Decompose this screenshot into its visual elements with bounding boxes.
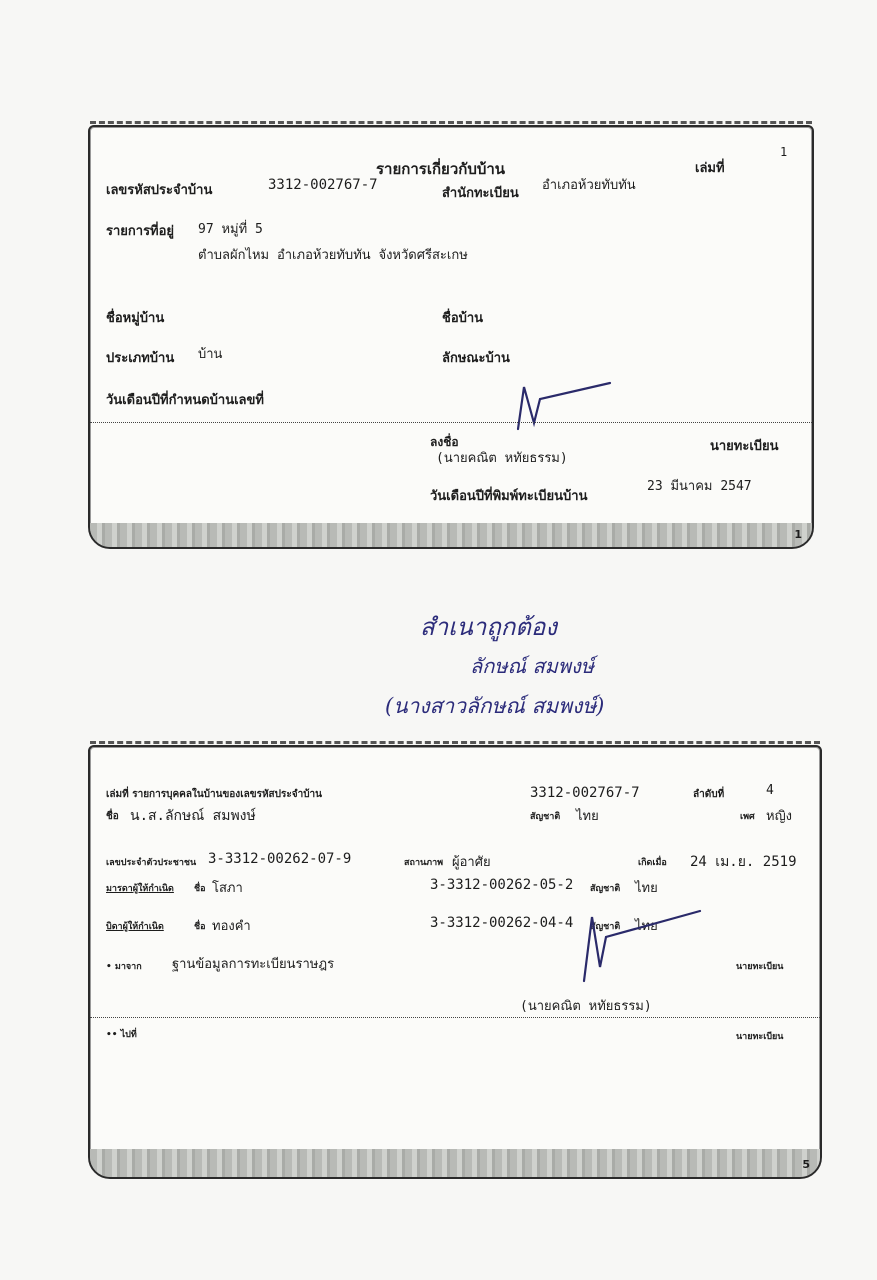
perforated-edge xyxy=(90,121,812,132)
order-number: 4 xyxy=(766,783,774,798)
father-name: ทองคำ xyxy=(212,919,251,934)
handwritten-line-2: ลักษณ์ สมพงษ์ xyxy=(470,654,594,678)
mother-nationality: ไทย xyxy=(635,881,658,896)
handwritten-line-3: (นางสาวลักษณ์ สมพงษ์) xyxy=(385,694,605,718)
birth-label: เกิดเมื่อ xyxy=(638,858,667,868)
registry-label: สำนักทะเบียน xyxy=(442,186,519,201)
status-label: สถานภาพ xyxy=(404,858,444,868)
sign-label: ลงชื่อ xyxy=(430,435,459,449)
house-char-label: ลักษณะบ้าน xyxy=(442,351,510,366)
id-label: เลขประจำตัวประชาชน xyxy=(106,858,197,868)
birth-value: 24 เม.ย. 2519 xyxy=(690,854,797,870)
house-code-label: เลขรหัสประจำบ้าน xyxy=(106,183,213,198)
mother-id: 3-3312-00262-05-2 xyxy=(430,877,574,893)
page-number: 1 xyxy=(794,528,802,541)
father-label: บิดาผู้ให้กำเนิด xyxy=(106,922,164,932)
address-label: รายการที่อยู่ xyxy=(106,224,175,239)
mother-name: โสภา xyxy=(212,881,243,896)
name-label: ชื่อ xyxy=(106,811,119,822)
from-label: • มาจาก xyxy=(106,962,142,972)
print-date-label: วันเดือนปีที่พิมพ์ทะเบียนบ้าน xyxy=(430,489,588,504)
handwritten-line-1: สำเนาถูกต้อง xyxy=(420,613,557,641)
card-bottom-band xyxy=(90,523,812,547)
house-type-label: ประเภทบ้าน xyxy=(106,351,175,366)
house-type-value: บ้าน xyxy=(198,347,223,362)
person-info-card xyxy=(88,745,822,1179)
card-title: รายการเกี่ยวกับบ้าน xyxy=(376,160,506,178)
house-name-label: ชื่อบ้าน xyxy=(442,311,484,326)
village-label: ชื่อหมู่บ้าน xyxy=(106,311,165,326)
to-label: •• ไปที่ xyxy=(106,1030,137,1040)
address-line-2: ตำบลผักไหม อำเภอห้วยทับทัน จังหวัดศรีสะเกษ xyxy=(198,248,468,263)
father-nationality: ไทย xyxy=(635,919,658,934)
father-id: 3-3312-00262-04-4 xyxy=(430,915,574,931)
registrar-label: นายทะเบียน xyxy=(736,962,784,972)
house-code-value: 3312-002767-7 xyxy=(268,177,378,193)
registrar-signature-1 xyxy=(500,379,620,433)
registrar-label: นายทะเบียน xyxy=(710,439,779,454)
mother-nationality-label: สัญชาติ xyxy=(590,884,621,894)
book-label: เล่มที่ xyxy=(695,161,725,176)
assign-date-label: วันเดือนปีที่กำหนดบ้านเลขที่ xyxy=(106,393,264,408)
signer-name: (นายคณิต หทัยธรรม) xyxy=(436,451,568,466)
signer-name: (นายคณิต หทัยธรรม) xyxy=(520,999,652,1014)
mother-label: มารดาผู้ให้กำเนิด xyxy=(106,884,174,894)
divider-dotted xyxy=(90,1017,820,1018)
registrar-label: นายทะเบียน xyxy=(736,1032,784,1042)
father-name-label: ชื่อ xyxy=(194,922,206,932)
mother-name-label: ชื่อ xyxy=(194,884,206,894)
person-card-header: เล่มที่ รายการบุคคลในบ้านของเลขรหัสประจำบ้าน xyxy=(106,789,323,800)
person-name: น.ส.ลักษณ์ สมพงษ์ xyxy=(130,808,256,824)
house-info-card xyxy=(88,125,814,549)
nationality-value: ไทย xyxy=(576,809,599,824)
house-code-value: 3312-002767-7 xyxy=(530,785,640,801)
order-label: ลำดับที่ xyxy=(693,789,725,800)
page-number: 5 xyxy=(802,1158,810,1171)
nationality-label: สัญชาติ xyxy=(530,812,561,822)
divider-dotted xyxy=(90,422,812,423)
card-bottom-band xyxy=(90,1149,820,1177)
father-nationality-label: สัญชาติ xyxy=(590,922,621,932)
status-value: ผู้อาศัย xyxy=(452,855,491,870)
address-line-1: 97 หมู่ที่ 5 xyxy=(198,222,263,237)
registry-value: อำเภอห้วยทับทัน xyxy=(542,178,636,193)
sex-value: หญิง xyxy=(766,809,792,824)
sex-label: เพศ xyxy=(740,812,755,822)
id-value: 3-3312-00262-07-9 xyxy=(208,851,352,867)
from-value: ฐานข้อมูลการทะเบียนราษฎร xyxy=(172,957,335,972)
book-number: 1 xyxy=(780,145,788,159)
registrar-signature-2 xyxy=(560,907,710,985)
print-date-value: 23 มีนาคม 2547 xyxy=(647,479,752,494)
perforated-edge xyxy=(90,741,820,752)
